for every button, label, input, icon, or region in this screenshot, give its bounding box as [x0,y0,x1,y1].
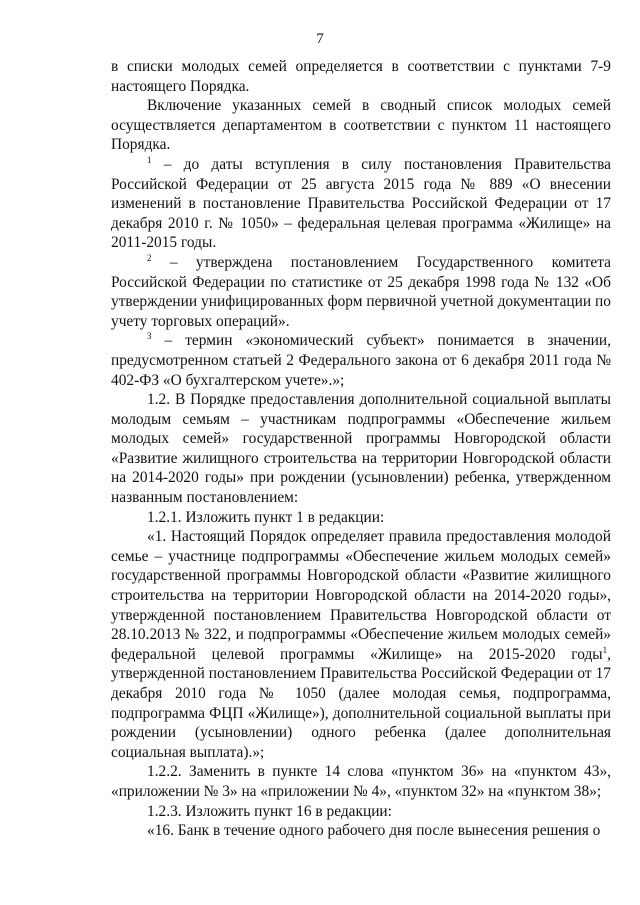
footnote-3-text: – термин «экономический субъект» понимается в значении, предусмотренном статьей 2 Федерального закона от 6 декабря 2011 года № 402-ФЗ «О бухгалтерском учете».»; [111,332,611,389]
quoted-point-1-text-b: , утвержденной постановлением Правительства Российской Федерации от 17 декабря 2010 года № 1050 (далее молодая семья, подпрограмма, подпрограмма ФЦП «Жилище»), дополнительной социальной выплаты при рождении (усыновлении) одного ребенка (далее дополнительная социальная выплата).»; [111,645,611,761]
footnote-1 [111,155,611,253]
clause-1-2-2: 1.2.2. Заменить в пункте 14 слова «пунктом 36» на «пунктом 43», «приложении № 3» на «приложении № 4», «пунктом 32» на «пунктом 38»; [111,763,611,800]
footnote-2-text: – утверждена постановлением Государственного комитета Российской Федерации по статистике от 25 декабря 1998 года № 132 «Об утверждении унифицированных форм первичной учетной документации по учету торговых операций». [111,253,611,330]
paragraph-inclusion: Включение указанных семей в сводный список молодых семей осуществляется департаментом в соответствии с пунктом 11 настоящего Порядка. [111,97,611,154]
clause-1-2: 1.2. В Порядке предоставления дополнительной социальной выплаты молодым семьям – участникам подпрограммы «Обеспечение жильем молодых семей» государственной программы Новгородской области «Развитие жилищного строительства на территории Новгородской области на 2014-2020 годы» при рождении (усыновлении) ребенка, утвержденном названным постановлением: [111,391,611,507]
footnote-mark-3: 3 [147,331,152,342]
footnote-ref-1: 1 [602,644,608,655]
footnote-mark-1: 1 [147,154,152,165]
footnote-3 [111,331,611,390]
footnote-mark-2: 2 [147,252,152,263]
quoted-point-16: «16. Банк в течение одного рабочего дня после вынесения решения о [147,822,601,840]
paragraph-continuation: в списки молодых семей определяется в соответствии с пунктами 7-9 настоящего Порядка. [111,58,611,95]
footnote-1-text: – до даты вступления в силу постановления Правительства Российской Федерации от 25 августа 2015 года № 889 «О внесении изменений в постановление Правительства Российской Федерации от 17 декабря 2010 г. № 1050» – федеральная целевая программа «Жилище» на 2011-2015 годы. [111,155,611,252]
clause-1-2-3: 1.2.3. Изложить пункт 16 в редакции: [147,802,392,820]
footnote-2 [111,253,611,331]
clause-1-2-1: 1.2.1. Изложить пункт 1 в редакции: [147,508,385,526]
quoted-point-1 [111,527,611,762]
quoted-point-1-text-a: «1. Настоящий Порядок определяет правила предоставления молодой семье – участнице подпрограммы «Обеспечение жильем молодых семей» государственной программы Новгородской области «Развитие жилищного строительства на территории Новгородской области на 2014-2020 годы», утвержденной постановлением Правительства Новгородской области от 28.10.2013 № 322, и подпрограммы «Обеспечение жильем молодых семей» федеральной целевой программы «Жилище» на 2015-2020 годы [111,528,611,663]
page-number: 7 [316,31,324,47]
document-body [111,57,611,841]
